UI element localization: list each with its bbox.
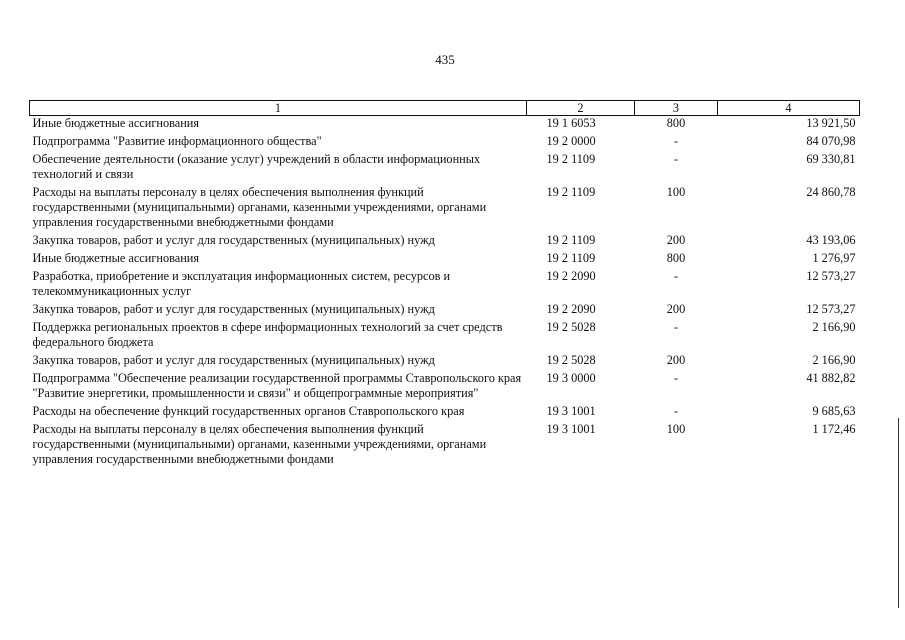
scan-edge-line xyxy=(898,418,899,608)
row-code: 19 2 1109 xyxy=(546,251,596,265)
table-row xyxy=(30,185,860,233)
row-code: 19 2 0000 xyxy=(546,134,596,148)
row-name: Закупка товаров, работ и услуг для государственных (муниципальных) нужд xyxy=(32,233,435,247)
budget-table xyxy=(29,100,860,470)
row-name: Иные бюджетные ассигнования xyxy=(32,251,200,265)
row-amount: 2 166,90 xyxy=(812,320,856,334)
header-col-amount: 4 xyxy=(718,101,860,116)
row-code: 19 2 2090 xyxy=(546,302,596,316)
row-amount: 12 573,27 xyxy=(806,302,856,316)
row-code: 19 2 1109 xyxy=(546,233,596,247)
table-row xyxy=(30,320,860,353)
table-row xyxy=(30,269,860,302)
row-type: 200 xyxy=(666,233,686,247)
row-type: - xyxy=(673,320,679,334)
row-name: Разработка, приобретение и эксплуатация информационных систем, ресурсов и телекоммуникационных услуг xyxy=(32,269,451,298)
header-col-name: 1 xyxy=(30,101,527,116)
row-type: 200 xyxy=(666,302,686,316)
header-col-type: 3 xyxy=(635,101,718,116)
table-row xyxy=(30,134,860,152)
row-name: Расходы на выплаты персоналу в целях обеспечения выполнения функций государственными (муниципальными) органами, казенными учреждениями, органами управления государственными внебюджетными фондами xyxy=(32,185,487,229)
row-type: 100 xyxy=(666,185,686,199)
row-type: - xyxy=(673,152,679,166)
row-name: Обеспечение деятельности (оказание услуг) учреждений в области информационных технологий и связи xyxy=(32,152,481,181)
row-amount: 9 685,63 xyxy=(812,404,856,418)
row-amount: 43 193,06 xyxy=(806,233,856,247)
row-code: 19 1 6053 xyxy=(546,116,596,130)
row-code: 19 2 1109 xyxy=(546,152,596,166)
row-type: - xyxy=(673,404,679,418)
row-name: Расходы на обеспечение функций государственных органов Ставропольского края xyxy=(32,404,465,418)
row-amount: 1 276,97 xyxy=(812,251,856,265)
header-col-code: 2 xyxy=(527,101,635,116)
table-row xyxy=(30,116,860,135)
row-code: 19 3 0000 xyxy=(546,371,596,385)
row-amount: 24 860,78 xyxy=(806,185,856,199)
row-name: Иные бюджетные ассигнования xyxy=(32,116,200,130)
row-code: 19 2 5028 xyxy=(546,353,596,367)
row-name: Поддержка региональных проектов в сфере информационных технологий за счет средств федерального бюджета xyxy=(32,320,503,349)
table-row xyxy=(30,251,860,269)
table-row xyxy=(30,371,860,404)
row-type: - xyxy=(673,134,679,148)
row-amount: 41 882,82 xyxy=(806,371,856,385)
row-type: - xyxy=(673,371,679,385)
table-row xyxy=(30,233,860,251)
row-name: Закупка товаров, работ и услуг для государственных (муниципальных) нужд xyxy=(32,353,435,367)
row-amount: 84 070,98 xyxy=(806,134,856,148)
row-type: 800 xyxy=(666,251,686,265)
row-type: 200 xyxy=(666,353,686,367)
table-body xyxy=(30,116,860,471)
table-row xyxy=(30,353,860,371)
row-type: 800 xyxy=(666,116,686,130)
row-name: Закупка товаров, работ и услуг для государственных (муниципальных) нужд xyxy=(32,302,435,316)
table-row xyxy=(30,302,860,320)
row-amount: 12 573,27 xyxy=(806,269,856,283)
row-code: 19 2 5028 xyxy=(546,320,596,334)
row-code: 19 2 2090 xyxy=(546,269,596,283)
row-type: 100 xyxy=(666,422,686,436)
table-row xyxy=(30,404,860,422)
header-row xyxy=(30,101,860,116)
page-number: 435 xyxy=(435,52,455,67)
table-row xyxy=(30,422,860,470)
row-code: 19 3 1001 xyxy=(546,404,596,418)
row-amount: 69 330,81 xyxy=(806,152,856,166)
table-row xyxy=(30,152,860,185)
row-amount: 1 172,46 xyxy=(812,422,856,436)
row-amount: 2 166,90 xyxy=(812,353,856,367)
row-name: Подпрограмма "Обеспечение реализации государственной программы Ставропольского края "Развитие энергетики, промышленности и связи" и общепрограммные мероприятия" xyxy=(32,371,522,400)
row-type: - xyxy=(673,269,679,283)
row-code: 19 3 1001 xyxy=(546,422,596,436)
row-name: Подпрограмма "Развитие информационного общества" xyxy=(32,134,322,148)
row-code: 19 2 1109 xyxy=(546,185,596,199)
row-amount: 13 921,50 xyxy=(806,116,856,130)
row-name: Расходы на выплаты персоналу в целях обеспечения выполнения функций государственными (муниципальными) органами, казенными учреждениями, органами управления государственными внебюджетными фондами xyxy=(32,422,487,466)
table-header xyxy=(30,101,860,116)
